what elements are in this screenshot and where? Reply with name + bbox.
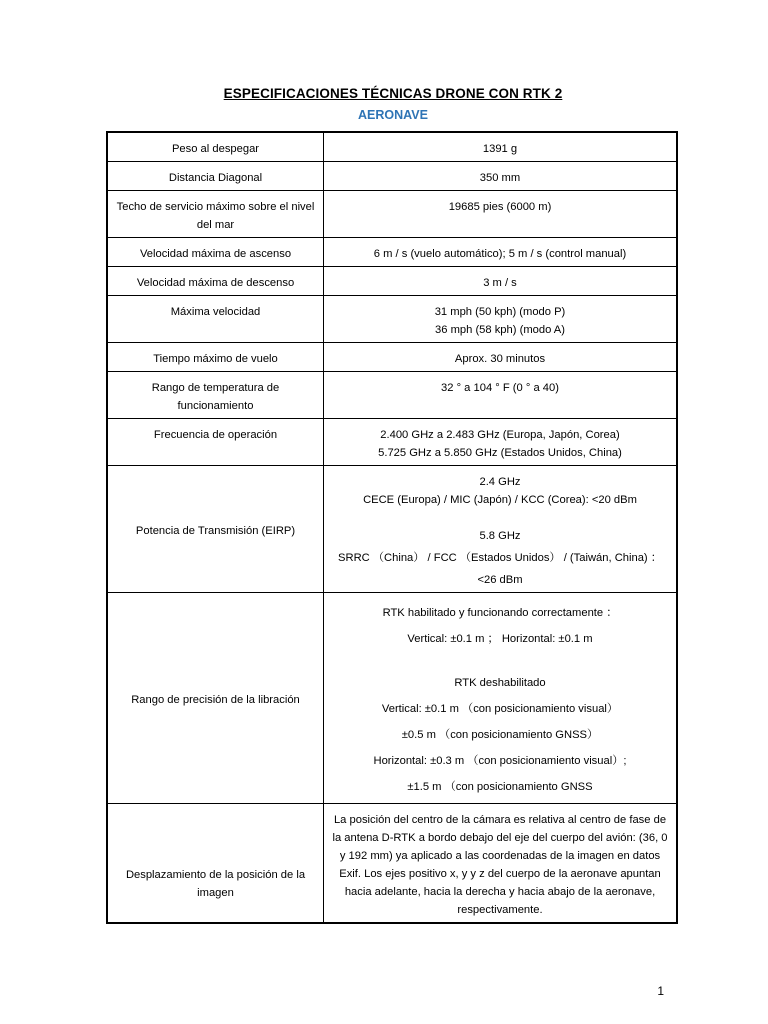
spec-label: Potencia de Transmisión (EIRP)	[107, 466, 324, 593]
spec-value-line: <26 dBm	[477, 574, 523, 586]
spec-row-max-ascent	[107, 238, 677, 267]
spec-label: Rango de temperatura de funcionamiento	[107, 372, 324, 419]
spec-value-paragraph: La posición del centro de la cámara es relativa al centro de fase de la antena D-RTK a bordo debajo del eje del cuerpo del avión: (36, 0 y 192 mm) ya aplicado a las coordenadas de la imagen en datos Exif. Los ejes positivo x, y y z del cuerpo de la aeronave apuntan hacia adelante, hacia la derecha y hacia abajo de la aeronave, respectivamente.	[324, 804, 678, 924]
spec-row-service-ceiling	[107, 191, 677, 238]
spec-value-line: 36 mph (58 kph) (modo A)	[435, 324, 565, 336]
spec-label: Velocidad máxima de ascenso	[107, 238, 324, 267]
spec-label: Velocidad máxima de descenso	[107, 267, 324, 296]
spec-value-line: RTK habilitado y funcionando correctamente ：	[382, 607, 618, 619]
spec-value-line: 2.4 GHz	[479, 476, 521, 488]
spec-value	[324, 419, 678, 466]
spec-value-line: 19685 pies (6000 m)	[448, 201, 552, 213]
spec-row-accuracy-range	[107, 593, 677, 804]
spec-row-operating-temperature	[107, 372, 677, 419]
spec-value-line: Aprox. 30 minutos	[454, 353, 546, 365]
spec-value	[324, 238, 678, 267]
spec-value-line: ±0.5 m （con posicionamiento GNSS）	[401, 729, 599, 741]
page-number: 1	[657, 984, 664, 998]
document-title: ESPECIFICACIONES TÉCNICAS DRONE CON RTK 2	[223, 86, 563, 101]
spec-value-line: 1391 g	[482, 143, 518, 155]
spec-value-line: 5.725 GHz a 5.850 GHz (Estados Unidos, China)	[378, 447, 622, 459]
spec-value	[324, 372, 678, 419]
spec-value	[324, 267, 678, 296]
spec-label: Frecuencia de operación	[107, 419, 324, 466]
spec-row-max-speed	[107, 296, 677, 343]
spec-value	[324, 466, 678, 593]
spec-label: Desplazamiento de la posición de la imagen	[107, 804, 324, 924]
spec-value-line: SRRC （China） / FCC （Estados Unidos） / (Taiwán, China) ：	[338, 552, 662, 564]
spec-value-line: 32 ° a 104 ° F (0 ° a 40)	[441, 382, 559, 394]
spacer	[330, 509, 670, 527]
spec-value-line: 2.400 GHz a 2.483 GHz (Europa, Japón, Corea)	[380, 429, 620, 441]
spec-value-line: ±1.5 m （con posicionamiento GNSS	[407, 781, 593, 793]
spec-label: Tiempo máximo de vuelo	[107, 343, 324, 372]
spec-value	[324, 593, 678, 804]
spec-label: Distancia Diagonal	[107, 162, 324, 191]
spec-value	[324, 162, 678, 191]
spec-row-diagonal	[107, 162, 677, 191]
spec-row-operating-frequency	[107, 419, 677, 466]
spec-row-image-offset	[107, 804, 677, 924]
spec-label: Techo de servicio máximo sobre el nivel del mar	[107, 191, 324, 238]
spec-value-line: 350 mm	[479, 172, 521, 184]
spec-table	[106, 131, 678, 924]
spec-value-line: Vertical: ±0.1 m ； Horizontal: ±0.1 m	[407, 633, 593, 645]
spec-value-line: Horizontal: ±0.3 m （con posicionamiento visual）;	[373, 755, 627, 767]
spec-label: Máxima velocidad	[107, 296, 324, 343]
spec-row-max-descent	[107, 267, 677, 296]
spec-value	[324, 191, 678, 238]
spec-value-line: Vertical: ±0.1 m （con posicionamiento visual）	[381, 703, 619, 715]
spec-value-line: 5.8 GHz	[479, 530, 521, 542]
spec-value-line: CECE (Europa) / MIC (Japón) / KCC (Corea): <20 dBm	[363, 494, 637, 506]
spec-value-line: RTK deshabilitado	[454, 677, 546, 689]
spec-row-takeoff-weight	[107, 132, 677, 162]
spec-value-line: 31 mph (50 kph) (modo P)	[434, 306, 566, 318]
spec-label: Rango de precisión de la libración	[107, 593, 324, 804]
section-subtitle: AERONAVE	[358, 108, 428, 122]
spec-value-line: 6 m / s (vuelo automático); 5 m / s (control manual)	[373, 248, 627, 260]
spec-value	[324, 343, 678, 372]
spec-row-transmission-power	[107, 466, 677, 593]
spec-row-max-flight-time	[107, 343, 677, 372]
spacer	[330, 652, 670, 670]
spec-label: Peso al despegar	[107, 132, 324, 162]
spec-value-line: 3 m / s	[483, 277, 517, 289]
spec-value	[324, 296, 678, 343]
spec-value	[324, 132, 678, 162]
